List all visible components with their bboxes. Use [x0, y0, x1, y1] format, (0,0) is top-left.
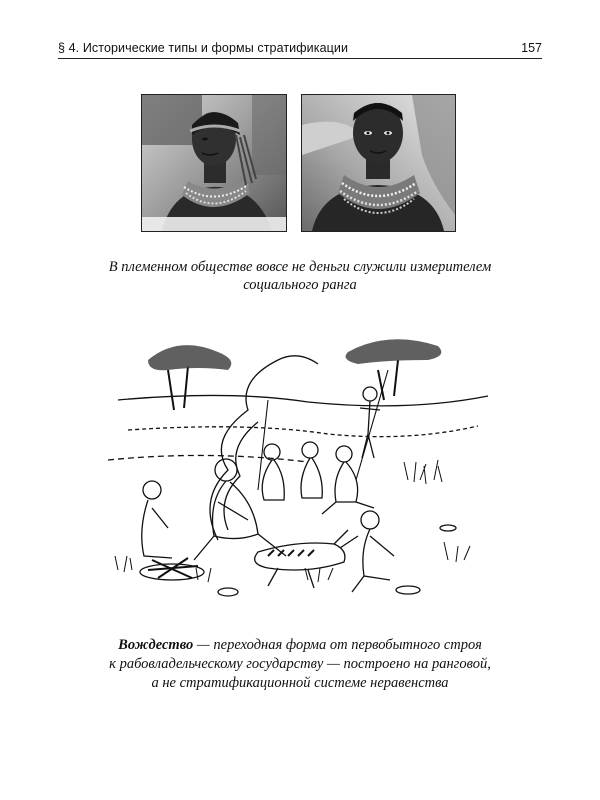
illustration-caption: [60, 636, 540, 693]
illustration-caption-line-1: [60, 636, 540, 655]
photos-caption-line-1: В племенном обществе вовсе не деньги служили измерителем: [108, 259, 492, 275]
photo-woman-right: [301, 94, 456, 232]
illustration-caption-line-2: к рабовладельческому государству — построено на ранговой,: [109, 656, 491, 672]
illustration-caption-line-3: а не стратификационной системе неравенства: [151, 675, 449, 691]
photos-caption-line-2: социального ранга: [243, 277, 357, 293]
running-header: [58, 41, 542, 59]
tribal-scene-illustration: [108, 330, 496, 608]
photo-woman-left: [141, 94, 287, 232]
caption-line-1-rest: — переходная форма от первобытного строя: [193, 637, 482, 653]
page-number: 157: [521, 41, 542, 55]
caption-term-chiefdom: Вождество: [118, 637, 194, 653]
photos-caption: [60, 258, 540, 294]
section-title: § 4. Исторические типы и формы стратификации: [58, 41, 349, 55]
